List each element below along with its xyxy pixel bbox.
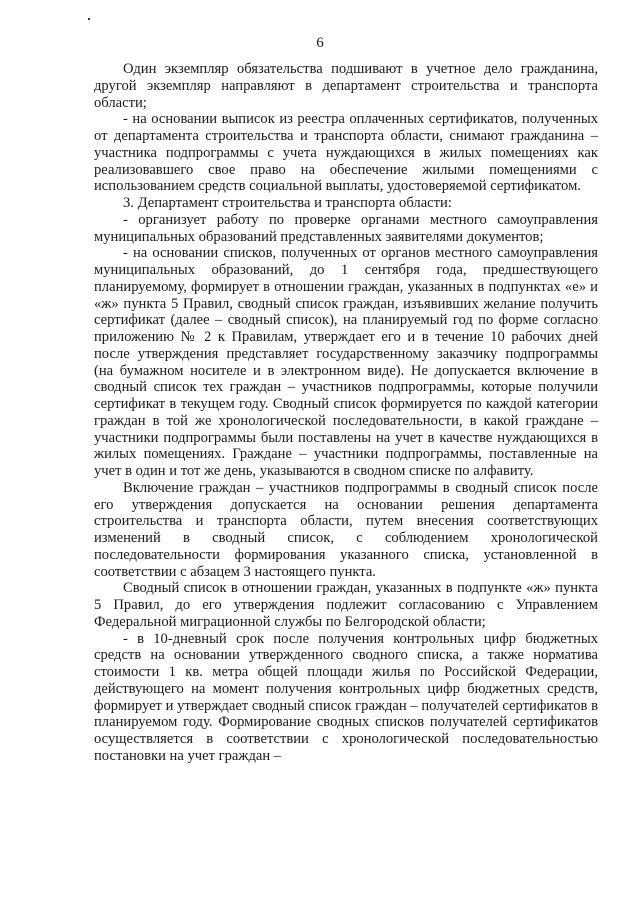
paragraph: - на основании выписок из реестра оплаченных сертификатов, полученных от департамента строительства и транспорта области, снимают гражданина – участника подпрограммы с учета нуждающихся в жилых помещениях как реализовавшего свое право на обеспечение жилыми помещениями с использованием средств социальной выплаты, удостоверяемой сертификатом. [94,111,598,195]
document-body [94,61,598,765]
paragraph: Включение граждан – участников подпрограммы в сводный список после его утверждения допускается на основании решения департамента строительства и транспорта области, путем внесения соответствующих изменений в сводный список, с соблюдением хронологической последовательности формирования указанного списка, установленной в соответствии с абзацем 3 настоящего пункта. [94,479,598,580]
paragraph: - организует работу по проверке органами местного самоуправления муниципальных образований представленных заявителями документов; [94,211,598,245]
paragraph: 3. Департамент строительства и транспорта области: [123,195,452,211]
paragraph: Сводный список в отношении граждан, указанных в подпункте «ж» пункта 5 Правил, до его утверждения подлежит согласованию с Управлением Федеральной миграционной службы по Белгородской области; [94,580,598,630]
paragraph: - на основании списков, полученных от органов местного самоуправления муниципальных образований, до 1 сентября года, предшествующего планируемому, формирует в отношении граждан, указанных в подпунктах «е» и «ж» пункта 5 Правил, сводный список граждан, изъявивших желание получить сертификат (далее – сводный список), на планируемый год по форме согласно приложению № 2 к Правилам, утверждает его и в течение 10 рабочих дней после утверждения представляет государственному заказчику подпрограммы (на бумажном носителе и в электронном виде). Не допускается включение в сводный список тех граждан – участников подпрограммы, которые получили сертификат в текущем году. Сводный список формируется по каждой категории граждан в той же хронологической последовательности, в какой граждане – участники подпрограммы были поставлены на учет в качестве нуждающихся в жилых помещениях. Граждане – участники подпрограммы, поставленные на учет в один и тот же день, указываются в сводном списке по алфавиту. [94,245,598,479]
paragraph: - в 10-дневный срок после получения контрольных цифр бюджетных средств на основании утвержденного сводного списка, а также норматива стоимости 1 кв. метра общей площади жилья по Российской Федерации, действующего на момент получения контрольных цифр бюджетных средств, формирует и утверждает сводный список граждан – получателей сертификатов в планируемом году. Формирование сводных списков получателей сертификатов осуществляется в соответствии с хронологической последовательностью постановки на учет граждан – [94,630,598,764]
page-number: 6 [316,35,324,51]
paragraph: Один экземпляр обязательства подшивают в учетное дело гражданина, другой экземпляр направляют в департамент строительства и транспорта области; [94,61,598,111]
scan-speck [88,18,90,20]
